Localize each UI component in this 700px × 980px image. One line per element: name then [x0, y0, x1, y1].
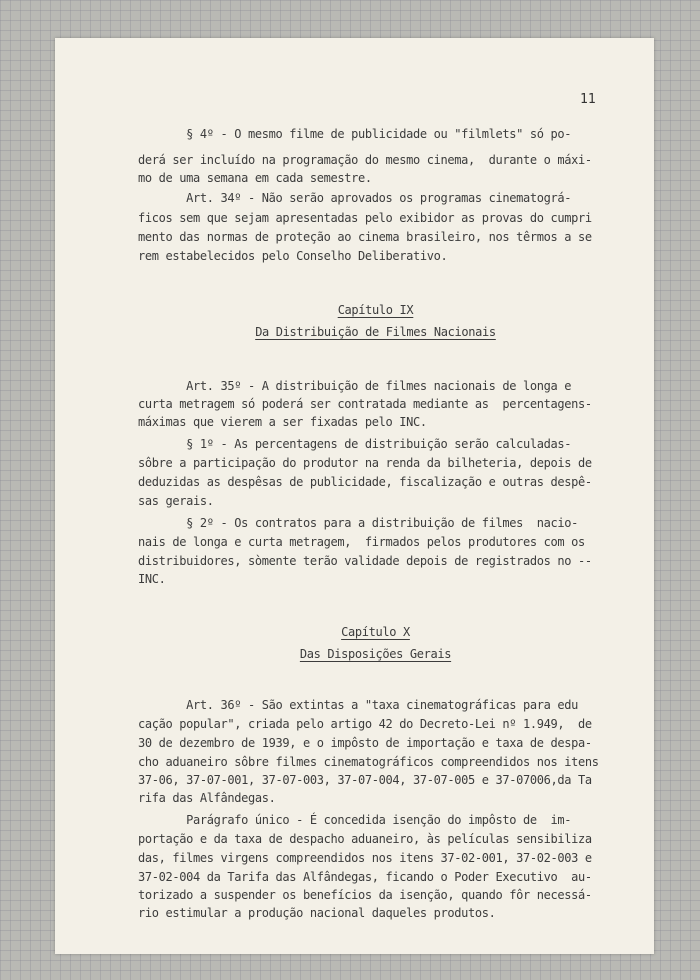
text-line: cação popular", criada pelo artigo 42 do Decreto-Lei nº 1.949, de — [138, 717, 592, 731]
text-line: Art. 35º - A distribuição de filmes nacionais de longa e — [138, 379, 572, 393]
text-line: máximas que vierem a ser fixadas pelo INC. — [138, 415, 427, 429]
text-line: cho aduaneiro sôbre filmes cinematográficos compreendidos nos itens — [138, 755, 599, 769]
chapter-subtitle: Das Disposições Gerais — [299, 647, 452, 661]
page-number: 11 — [580, 92, 596, 107]
text-line: das, filmes virgens compreendidos nos itens 37-02-001, 37-02-003 e — [138, 851, 592, 865]
text-line: derá ser incluído na programação do mesmo cinema, durante o máxi- — [138, 153, 592, 167]
text-line: 37-06, 37-07-001, 37-07-003, 37-07-004, 37-07-005 e 37-07006,da Ta — [138, 773, 592, 787]
text-line: mento das normas de proteção ao cinema brasileiro, nos têrmos a se — [138, 230, 592, 244]
text-line: ficos sem que sejam apresentadas pelo exibidor as provas do cumpri — [138, 211, 592, 225]
text-line: rifa das Alfândegas. — [138, 791, 276, 805]
text-line: sôbre a participação do produtor na renda da bilheteria, depois de — [138, 456, 592, 470]
text-line: 30 de dezembro de 1939, e o impôsto de importação e taxa de despa- — [138, 736, 592, 750]
text-line: deduzidas as despêsas de publicidade, fiscalização e outras despê- — [138, 475, 592, 489]
text-line: § 2º - Os contratos para a distribuição de filmes nacio- — [138, 516, 578, 530]
text-line: distribuidores, sòmente terão validade depois de registrados no -- — [138, 554, 592, 568]
text-line: portação e da taxa de despacho aduaneiro, às películas sensibiliza — [138, 832, 592, 846]
text-line: § 4º - O mesmo filme de publicidade ou "filmlets" só po- — [138, 127, 572, 141]
chapter-subtitle: Da Distribuição de Filmes Nacionais — [255, 325, 496, 339]
text-line: rio estimular a produção nacional daqueles produtos. — [138, 906, 496, 920]
text-line: Art. 36º - São extintas a "taxa cinematográficas para edu — [138, 698, 578, 712]
text-line: Art. 34º - Não serão aprovados os programas cinematográ- — [138, 191, 572, 205]
text-line: rem estabelecidos pelo Conselho Deliberativo. — [138, 249, 448, 263]
text-line: curta metragem só poderá ser contratada mediante as percentagens- — [138, 397, 592, 411]
chapter-title: Capítulo X — [341, 625, 410, 639]
text-line: sas gerais. — [138, 494, 214, 508]
text-line: nais de longa e curta metragem, firmados pelos produtores com os — [138, 535, 585, 549]
chapter-title: Capítulo IX — [337, 303, 414, 317]
text-line: INC. — [138, 572, 166, 586]
text-line: 37-02-004 da Tarifa das Alfândegas, ficando o Poder Executivo au- — [138, 870, 592, 884]
text-line: § 1º - As percentagens de distribuição serão calculadas- — [138, 437, 572, 451]
text-line: mo de uma semana em cada semestre. — [138, 171, 372, 185]
text-line: Parágrafo único - É concedida isenção do impôsto de im- — [138, 813, 572, 827]
text-line: torizado a suspender os benefícios da isenção, quando fôr necessá- — [138, 888, 592, 902]
